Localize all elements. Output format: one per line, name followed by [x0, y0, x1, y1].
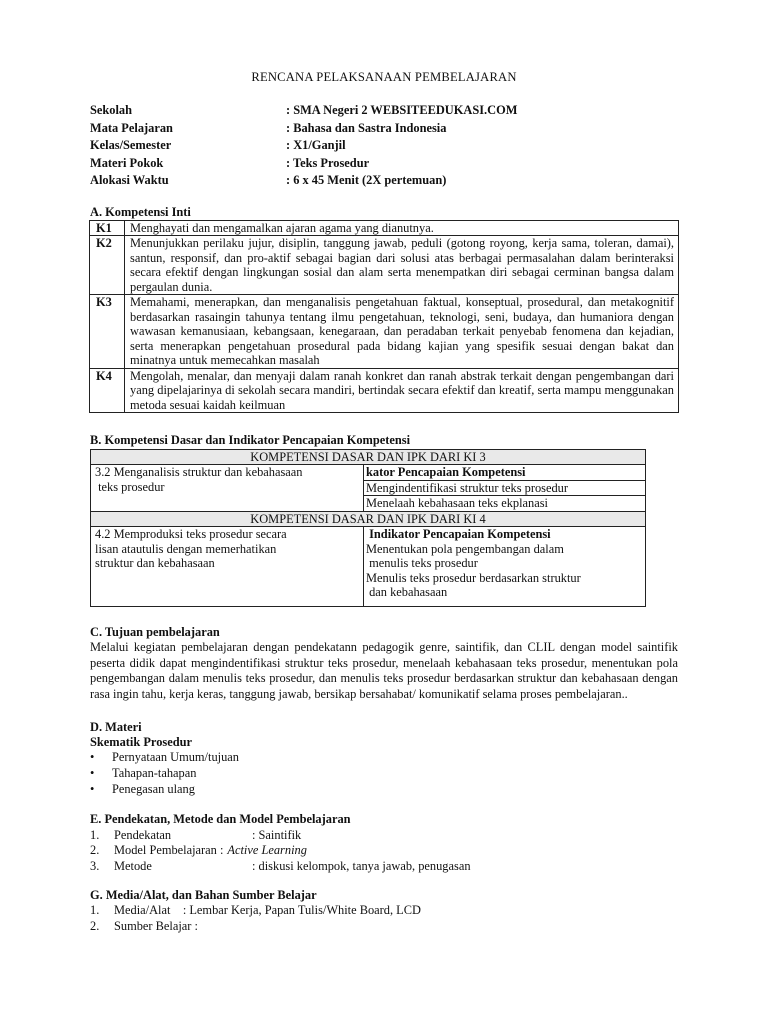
- list-number: 2.: [90, 843, 100, 858]
- section-a-heading: A. Kompetensi Inti: [90, 204, 191, 219]
- ki-text: Menunjukkan perilaku jujur, disiplin, tanggung jawab, peduli (gotong royong, kerja sama, toleran, damai), santun, responsif, dan pro-aktif sebagai bagian dari solusi atas berbagai permasalahan dalam berinteraksi secara efektif dengan lingkungan sosial dan alam serta menempatkan diri sebagai cerminan bangsa dalam pergaulan dunia.: [125, 236, 679, 295]
- ki-code: K1: [90, 220, 125, 236]
- learning-objective-text: Melalui kegiatan pembelajaran dengan pendekatann pedagogik genre, saintifik, dan CLIL dengan model saintifik peserta didik dapat mengindentifikasi struktur teks prosedur, menelaah kebahasaan teks prosedur, menentukan pola pengembangan dalam menulis teks prosedur, dan menulis teks prosedur berdasarkan struktur dan kebahasaan dengan rasa ingin tahu, kerja keras, tanggung jawab, bersikap bersahabat/ komunikatif selama proses pembelajaran..: [90, 640, 678, 701]
- section-c-heading: C. Tujuan pembelajaran: [90, 625, 220, 640]
- basic-competency-table: [90, 449, 646, 608]
- kd-text: 3.2 Menganalisis struktur dan kebahasaan: [95, 465, 303, 480]
- identity-value: : 6 x 45 Menit (2X pertemuan): [286, 173, 447, 188]
- identity-label: Sekolah: [90, 103, 133, 118]
- identity-block: [90, 103, 678, 191]
- identity-row-class: [90, 138, 678, 156]
- list-item: [90, 843, 678, 859]
- list-value: : diskusi kelompok, tanya jawab, penugasan: [252, 858, 471, 873]
- table-row: [90, 220, 679, 236]
- document-title: RENCANA PELAKSANAAN PEMBELAJARAN: [251, 70, 517, 84]
- list-item: [90, 903, 678, 919]
- section-d-heading: D. Materi: [90, 719, 142, 734]
- list-item: • Pernyataan Umum/tujuan: [90, 750, 678, 766]
- rpp-document: [90, 70, 678, 934]
- list-item: • Tahapan-tahapan: [90, 766, 678, 782]
- list-value: : Saintifik: [252, 827, 302, 842]
- identity-row-material: [90, 156, 678, 174]
- identity-row-subject: [90, 121, 678, 139]
- core-competency-table: [89, 220, 679, 414]
- list-item: [90, 859, 678, 875]
- identity-label: Materi Pokok: [90, 155, 164, 170]
- kd-3-2-cell: [91, 465, 364, 512]
- list-label: Model Pembelajaran :: [114, 843, 224, 858]
- ipk-item: dan kebahasaan: [366, 585, 448, 600]
- list-item: [90, 828, 678, 844]
- method-list: [90, 828, 678, 875]
- list-number: 1.: [90, 903, 100, 918]
- kd-text: struktur dan kebahasaan: [95, 556, 215, 571]
- list-label: Metode: [114, 858, 152, 873]
- list-item: • Penegasan ulang: [90, 782, 678, 798]
- list-value: Active Learning: [227, 843, 307, 858]
- material-list: [90, 750, 678, 798]
- section-g-heading: G. Media/Alat, dan Bahan Sumber Belajar: [90, 888, 317, 903]
- list-number: 3.: [90, 858, 100, 873]
- table-row: [91, 527, 646, 607]
- section-d-subheading: Skematik Prosedur: [90, 735, 192, 750]
- ipk-title: kator Pencapaian Kompetensi: [364, 465, 645, 481]
- ipk-title: Indikator Pencapaian Kompetensi: [366, 527, 551, 542]
- identity-value: : SMA Negeri 2 WEBSITEEDUKASI.COM: [286, 103, 518, 118]
- ki-code: K4: [90, 368, 125, 413]
- table-row: [91, 449, 646, 465]
- ki-text: Mengolah, menalar, dan menyaji dalam ranah konkret dan ranah abstrak terkait dengan pengembangan dari yang dipelajarinya di sekolah secara mandiri, bertindak secara efektif dan kreatif, serta mampu menggunakan metoda sesuai kaidah keilmuan: [125, 368, 679, 413]
- table-row: [91, 511, 646, 527]
- identity-row-school: [90, 103, 678, 121]
- kd-4-2-cell: [91, 527, 364, 607]
- kd-text: teks prosedur: [95, 479, 165, 494]
- ipk-item: menulis teks prosedur: [366, 556, 478, 571]
- identity-row-time: [90, 173, 678, 191]
- ipk-item: Menentukan pola pengembangan dalam: [366, 541, 564, 556]
- kd-text: 4.2 Memproduksi teks prosedur secara: [95, 527, 287, 542]
- section-b-heading: B. Kompetensi Dasar dan Indikator Pencapaian Kompetensi: [90, 433, 411, 448]
- table-row: [90, 236, 679, 295]
- identity-value: : Bahasa dan Sastra Indonesia: [286, 120, 447, 135]
- ipk-item: Menelaah kebahasaan teks ekplanasi: [366, 496, 548, 511]
- ki-text: Memahami, menerapkan, dan menganalisis pengetahuan faktual, konseptual, prosedural, dan metakognitif berdasarkan rasaingin tahunya tentang ilmu pengetahuan, teknologi, seni, budaya, dan humaniora dengan wawasan kemanusiaan, kebangsaan, kenegaraan, dan peradaban terkait penyebab fenomena dan kejadian, serta menerapkan pengetahuan prosedural pada bidang kajian yang spesifik sesuai dengan bakat dan minatnya untuk memecahkan masalah: [125, 295, 679, 369]
- ki-text: Menghayati dan mengamalkan ajaran agama yang dianutnya.: [125, 220, 679, 236]
- identity-value: : X1/Ganjil: [286, 138, 346, 153]
- list-number: 1.: [90, 827, 100, 842]
- ki4-header: KOMPETENSI DASAR DAN IPK DARI KI 4: [91, 511, 646, 527]
- table-row: [91, 465, 646, 512]
- media-list: [90, 903, 678, 934]
- identity-label: Kelas/Semester: [90, 138, 172, 153]
- list-label: Pendekatan: [114, 827, 172, 842]
- identity-label: Mata Pelajaran: [90, 120, 173, 135]
- identity-label: Alokasi Waktu: [90, 173, 169, 188]
- ipk-4-cell: [364, 527, 646, 607]
- ipk-item: Mengindentifikasi struktur teks prosedur: [364, 481, 645, 497]
- list-text: Media/Alat : Lembar Kerja, Papan Tulis/White Board, LCD: [114, 903, 421, 918]
- ki-code: K3: [90, 295, 125, 369]
- list-text: Sumber Belajar :: [114, 918, 198, 933]
- ki-code: K2: [90, 236, 125, 295]
- list-number: 2.: [90, 918, 100, 933]
- kd-text: lisan atautulis dengan memerhatikan: [95, 541, 277, 556]
- list-item: [90, 919, 678, 935]
- ipk-3-cell: [364, 465, 646, 512]
- identity-value: : Teks Prosedur: [286, 155, 370, 170]
- table-row: [90, 368, 679, 413]
- table-row: [90, 295, 679, 369]
- section-e-heading: E. Pendekatan, Metode dan Model Pembelajaran: [90, 812, 351, 827]
- ipk-item: Menulis teks prosedur berdasarkan struktur: [366, 570, 581, 585]
- ki3-header: KOMPETENSI DASAR DAN IPK DARI KI 3: [91, 449, 646, 465]
